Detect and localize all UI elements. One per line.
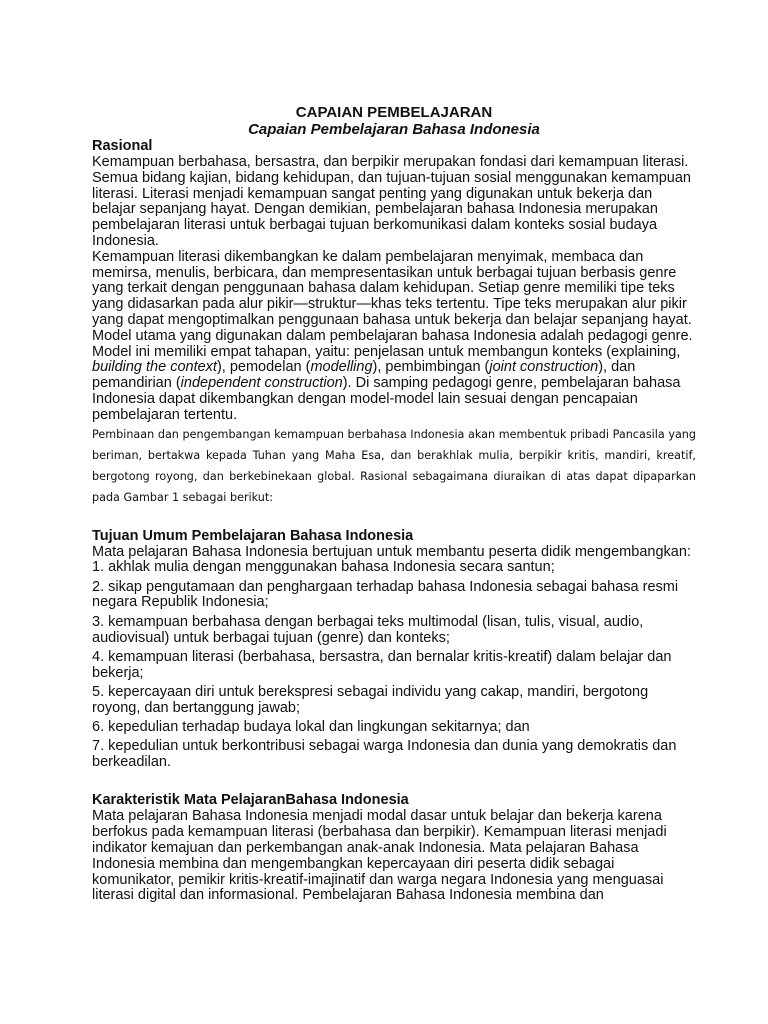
section-heading-rasional: Rasional bbox=[92, 138, 153, 154]
text-run: ), pembimbingan ( bbox=[372, 359, 490, 376]
paragraph-karakteristik-1: Mata pelajaran Bahasa Indonesia menjadi modal dasar untuk belajar dan bekerja karena berfokus pada kemampuan literasi (berbahasa dan berpikir). Kemampuan literasi menjadi indikator kemajuan dan perkembangan anak-anak Indonesia. Mata pelajaran Bahasa Indonesia membina dan mengembangkan kepercayaan diri peserta didik sebagai komunikator, pemikir kritis-kreatif-imajinatif dan warga negara Indonesia yang menguasai literasi digital dan informasional. Pembelajaran Bahasa Indonesia membina dan bbox=[92, 808, 667, 904]
spacer bbox=[92, 774, 696, 792]
list-item: 1. akhlak mulia dengan menggunakan bahasa Indonesia secara santun; bbox=[92, 559, 555, 576]
list-item: 2. sikap pengutamaan dan penghargaan terhadap bahasa Indonesia sebagai bahasa resmi negara Republik Indonesia; bbox=[92, 578, 679, 611]
text-run: Model utama yang digunakan dalam pembelajaran bahasa Indonesia adalah pedagogi genre. Model ini memiliki empat tahapan, yaitu: penjelasan untuk membangun konteks (explaining, bbox=[92, 327, 693, 360]
list-item: 3. kemampuan berbahasa dengan berbagai teks multimodal (lisan, tulis, visual, audio, audiovisual) untuk berbagai tujuan (genre) dan konteks; bbox=[92, 613, 644, 646]
italic-term: building the context bbox=[92, 359, 217, 376]
list-item: 4. kemampuan literasi (berbahasa, bersastra, dan bernalar kritis-kreatif) dalam belajar dan bekerja; bbox=[92, 648, 672, 681]
spacer bbox=[92, 508, 696, 528]
tujuan-list bbox=[92, 560, 696, 771]
text-run: ). Di samping pedagogi genre, pembelajaran bahasa Indonesia dapat dikembangkan dengan model-model lain sesuai dengan pencapaian pembelajaran tertentu. bbox=[92, 375, 681, 423]
document-title: CAPAIAN PEMBELAJARAN bbox=[295, 104, 493, 121]
document-subtitle: Capaian Pembelajaran Bahasa Indonesia bbox=[248, 121, 540, 138]
paragraph-rasional-2: Kemampuan literasi dikembangkan ke dalam pembelajaran menyimak, membaca dan memirsa, menulis, berbicara, dan mempresentasikan untuk berbagai tujuan berbasis genre yang terkait dengan penggunaan bahasa dalam kehidupan. Setiap genre memiliki tipe teks yang didasarkan pada alur pikir—struktur—khas teks tertentu. Tipe teks merupakan alur pikir yang dapat mengoptimalkan penggunaan bahasa untuk bekerja dan belajar sepanjang hayat. bbox=[92, 248, 692, 328]
list-item: 6. kepedulian terhadap budaya lokal dan lingkungan sekitarnya; dan bbox=[92, 719, 530, 736]
italic-term: independent construction bbox=[180, 375, 343, 392]
paragraph-tujuan-intro: Mata pelajaran Bahasa Indonesia bertujuan untuk membantu peserta didik mengembangkan: bbox=[92, 543, 691, 560]
section-heading-karakteristik: Karakteristik Mata PelajaranBahasa Indonesia bbox=[92, 792, 409, 809]
italic-term: modelling bbox=[310, 359, 373, 376]
paragraph-rasional-4: Pembinaan dan pengembangan kemampuan berbahasa Indonesia akan membentuk pribadi Pancasila yang beriman, bertakwa kepada Tuhan yang Maha Esa, dan berakhlak mulia, berpikir kritis, mandiri, kreatif, bergotong royong, dan berkebinekaan global. Rasional sebagaimana diuraikan di atas dapat dipaparkan pada Gambar 1 sebagai berikut: bbox=[92, 427, 696, 504]
list-item: 7. kepedulian untuk berkontribusi sebagai warga Indonesia dan dunia yang demokratis dan berkeadilan. bbox=[92, 738, 677, 771]
text-run: ), pemodelan ( bbox=[216, 359, 311, 376]
paragraph-rasional-3 bbox=[92, 329, 696, 424]
italic-term: joint construction bbox=[489, 359, 599, 376]
paragraph-rasional-1: Kemampuan berbahasa, bersastra, dan berpikir merupakan fondasi dari kemampuan literasi. Semua bidang kajian, bidang kehidupan, dan tujuan-tujuan sosial menggunakan kemampuan literasi. Literasi menjadi kemampuan sangat penting yang digunakan untuk bekerja dan belajar sepanjang hayat. Dengan demikian, pembelajaran bahasa Indonesia merupakan pembelajaran literasi untuk berbagai tujuan berkomunikasi dalam konteks sosial budaya Indonesia. bbox=[92, 154, 691, 249]
section-heading-tujuan: Tujuan Umum Pembelajaran Bahasa Indonesia bbox=[92, 527, 414, 544]
list-item: 5. kepercayaan diri untuk berekspresi sebagai individu yang cakap, mandiri, bergotong royong, dan bertanggung jawab; bbox=[92, 683, 649, 716]
text-run: ), dan pemandirian ( bbox=[92, 359, 636, 392]
